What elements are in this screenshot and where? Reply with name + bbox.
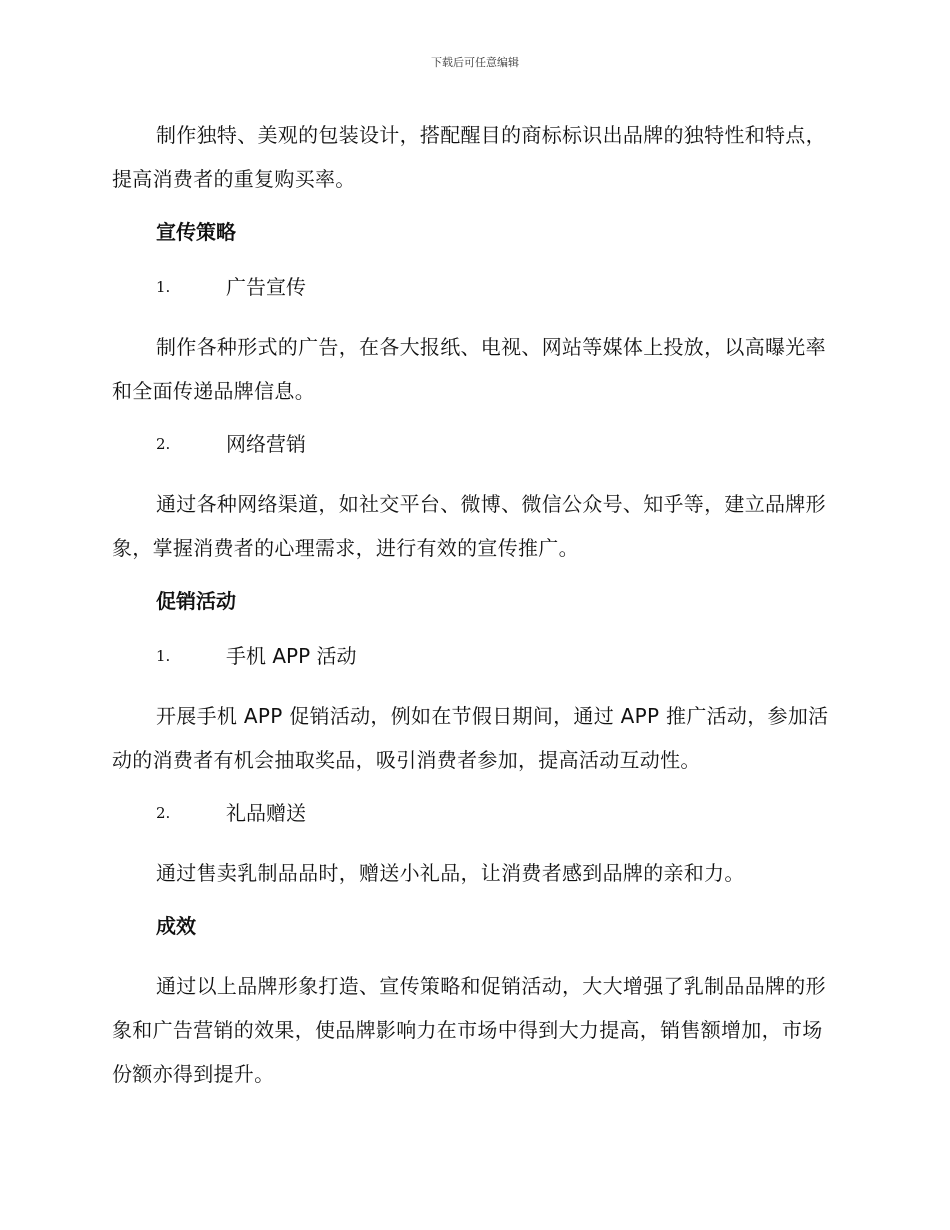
list-number: 1. — [156, 278, 171, 296]
page-header: 下载后可任意编辑 — [431, 56, 519, 69]
list-label: 网络营销 — [226, 432, 306, 456]
paragraph-results: 通过以上品牌形象打造、宣传策略和促销活动，大大增强了乳制品品牌的形象和广告营销的效果，使品牌影响力在市场中得到大力提高，销售额增加，市场份额亦得到提升。 — [112, 974, 826, 1086]
list-number: 2. — [156, 435, 171, 453]
document-body — [112, 113, 832, 1110]
heading-promotion-strategy: 宣传策略 — [156, 220, 236, 244]
list-number: 1. — [156, 647, 171, 665]
list-item — [156, 270, 832, 304]
paragraph-online: 通过各种网络渠道，如社交平台、微博、微信公众号、知乎等，建立品牌形象，掌握消费者的心理需求，进行有效的宣传推广。 — [112, 492, 826, 560]
list-item — [156, 796, 832, 830]
list-item — [156, 427, 832, 461]
list-label: 广告宣传 — [226, 275, 306, 299]
paragraph-app: 开展手机 APP 促销活动，例如在节假日期间，通过 APP 推广活动，参加活动的消费者有机会抽取奖品，吸引消费者参加，提高活动互动性。 — [112, 704, 829, 772]
list-number: 2. — [156, 804, 171, 822]
paragraph-gift: 通过售卖乳制品品时，赠送小礼品，让消费者感到品牌的亲和力。 — [156, 861, 745, 885]
paragraph-ads: 制作各种形式的广告，在各大报纸、电视、网站等媒体上投放，以高曝光率和全面传递品牌信息。 — [112, 335, 826, 403]
list-label: 礼品赠送 — [226, 801, 306, 825]
paragraph-packaging: 制作独特、美观的包装设计，搭配醒目的商标标识出品牌的独特性和特点，提高消费者的重复购买率。 — [112, 123, 826, 191]
heading-results: 成效 — [156, 914, 196, 938]
list-label: 手机 APP 活动 — [226, 644, 357, 668]
heading-sales-activities: 促销活动 — [156, 589, 236, 613]
list-item — [156, 639, 832, 673]
